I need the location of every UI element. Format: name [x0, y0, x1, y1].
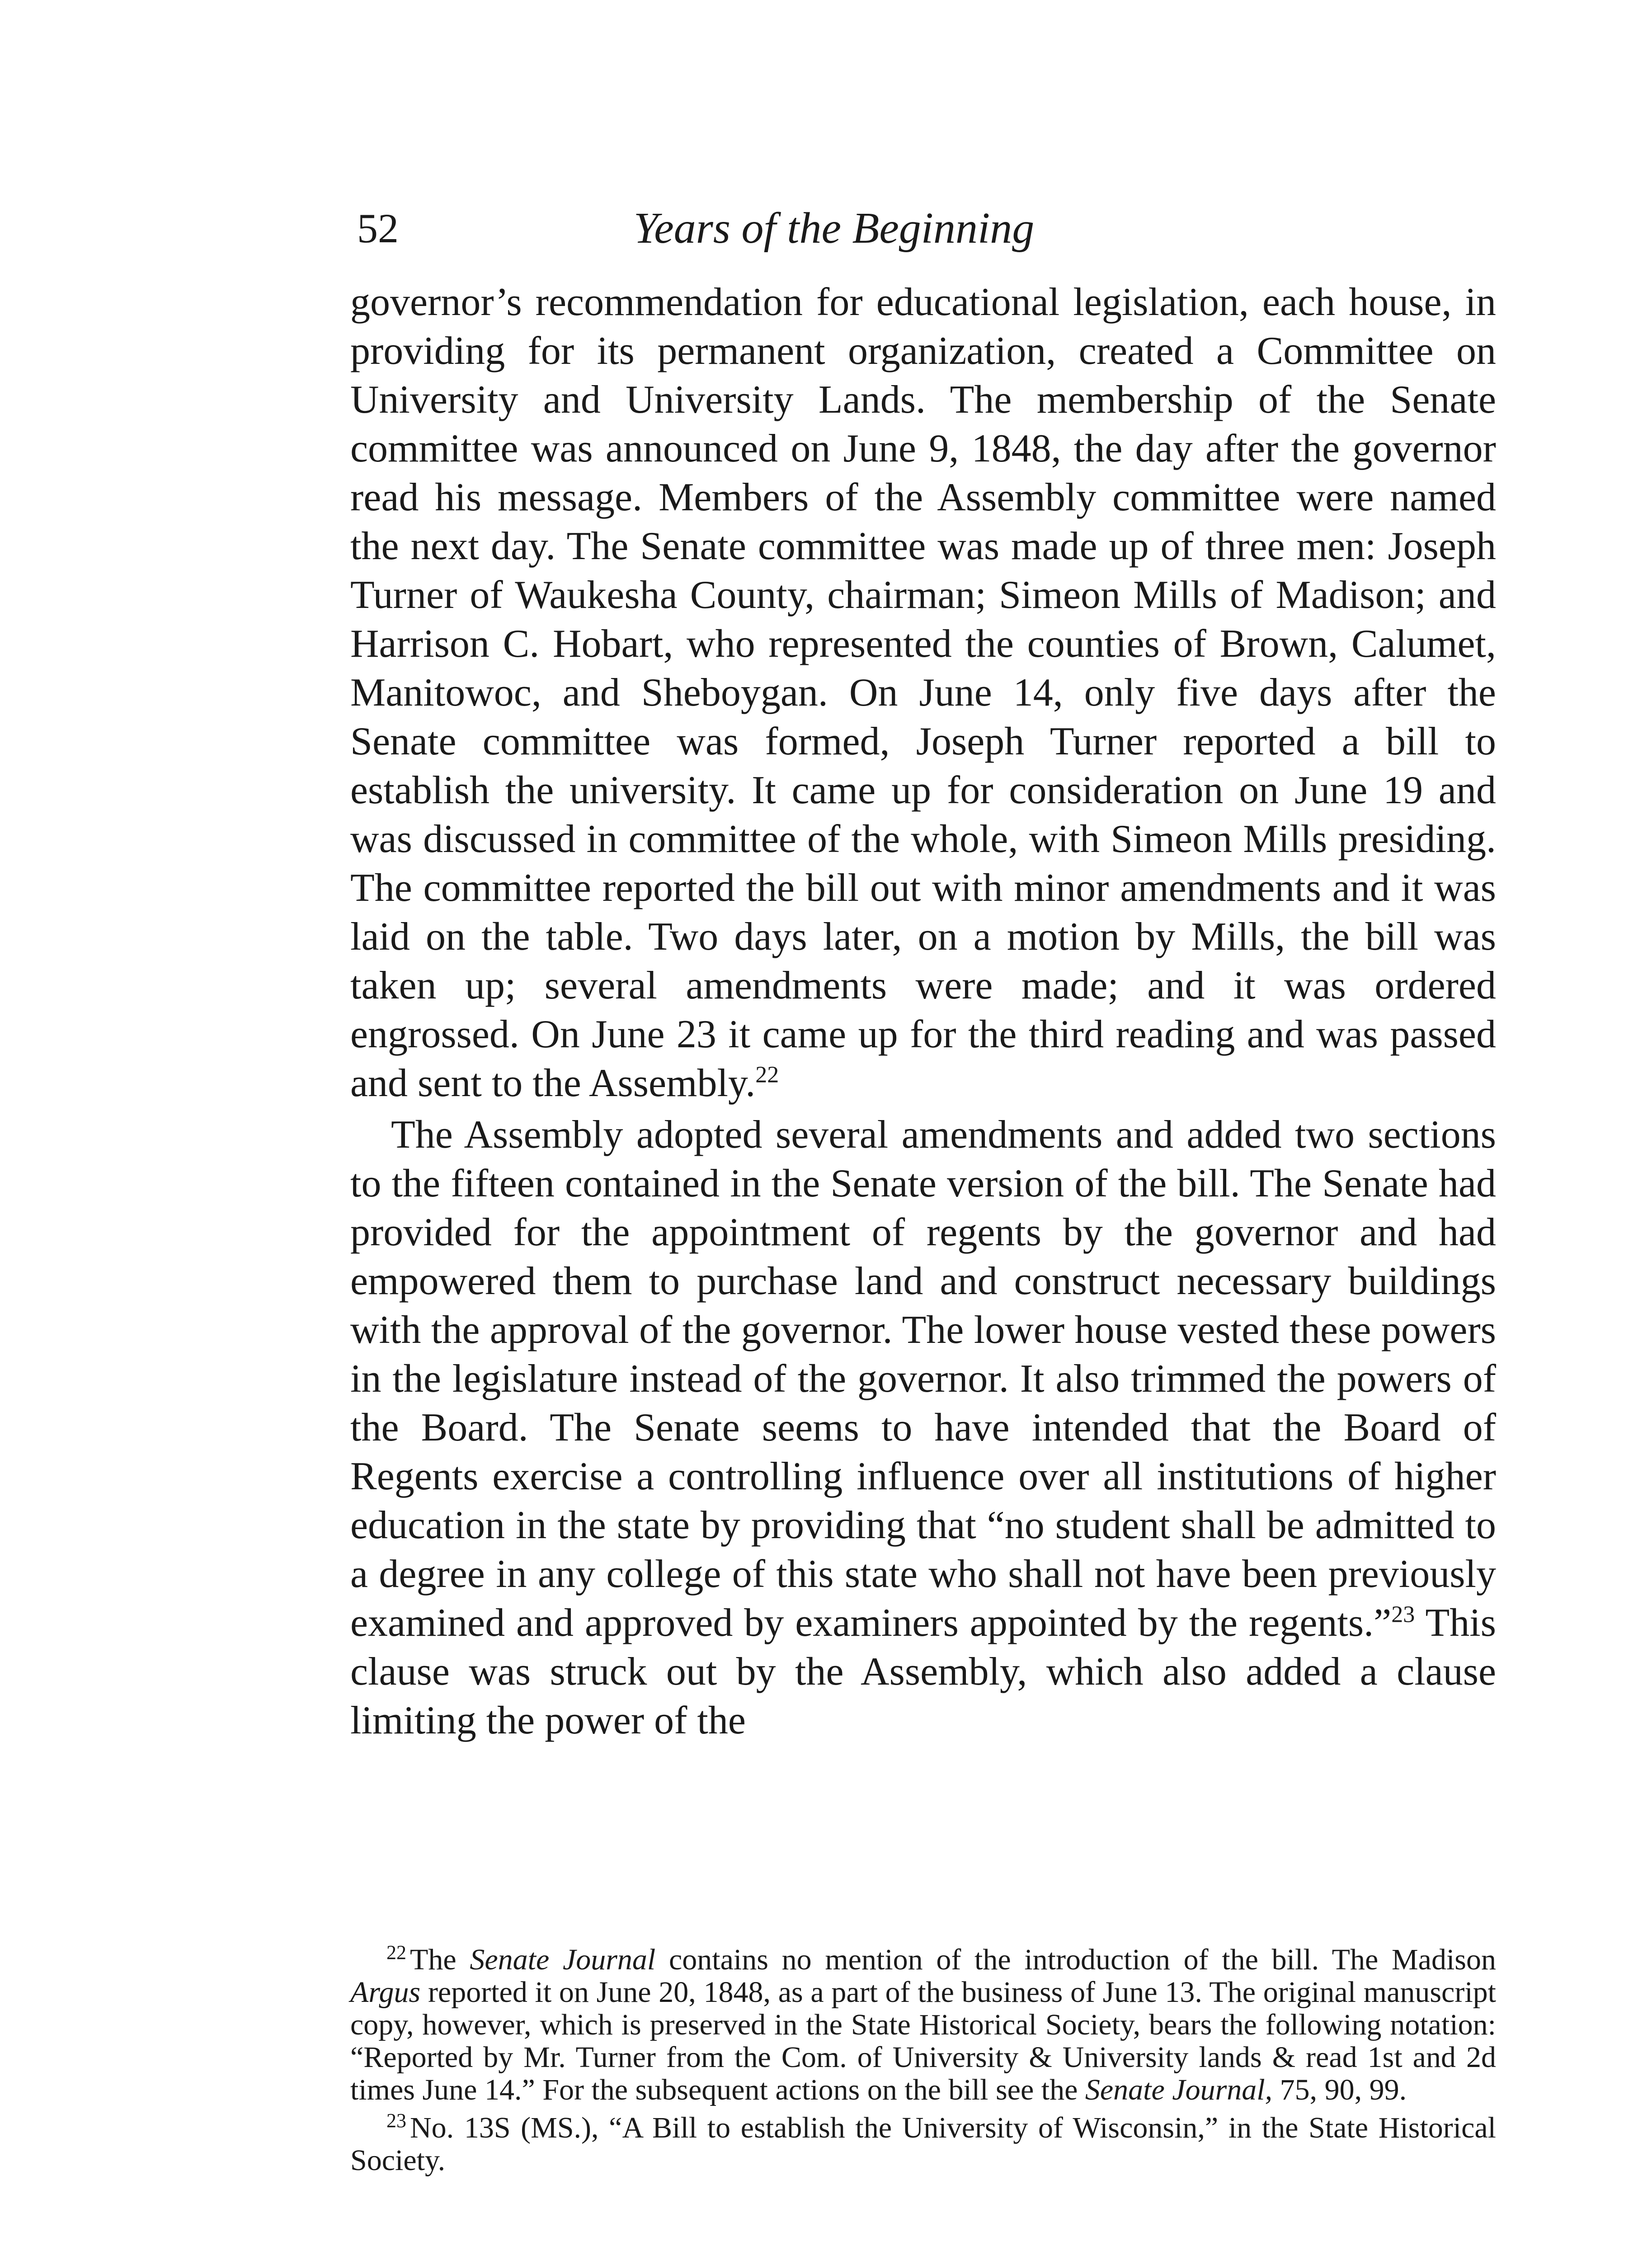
- footnote-italic: Argus: [350, 1976, 421, 2009]
- page-number: 52: [357, 205, 399, 251]
- footnote-22: [350, 1941, 1496, 2106]
- body-text: [350, 278, 1496, 1745]
- footnote-text: 75, 90, 99.: [1272, 2073, 1407, 2106]
- running-title: Years of the Beginning: [633, 204, 1035, 253]
- footnote-text: The: [410, 1943, 470, 1976]
- footnote-italic: Senate Journal: [470, 1943, 656, 1976]
- footnote-text: contains no mention of the introduction of the bill. The Madison: [655, 1943, 1496, 1976]
- paragraph-2-text-a: The Assembly adopted several amendments and added two sections to the fifteen contained in the Senate version of the bill. The Senate had provided for the appointment of regents by the governor and had empowered them to purchase land and construct necessary buildings with the approval of the governor. The lower house vested these powers in the legislature instead of the governor. It also trimmed the powers of the Board. The Senate seems to have intended that the Board of Regents exercise a controlling influence over all institutions of higher education in the state by providing that “no student shall be admitted to a degree in any college of this state who shall not have been previously examined and approved by examiners appointed by the regents.”: [350, 1113, 1496, 1645]
- footnote-ref-22: 22: [755, 1062, 779, 1088]
- running-head: [357, 199, 1171, 267]
- footnotes: [350, 1941, 1496, 2177]
- footnote-23: [350, 2109, 1496, 2177]
- paragraph-2: [350, 1111, 1496, 1745]
- paragraph-2-text-b: This clause was struck out by the Assembly, which also added a clause limiting the power of the: [350, 1601, 1496, 1742]
- footnote-ref-23: 23: [1391, 1601, 1415, 1628]
- footnote-text: No. 13S (MS.), “A Bill to establish the University of Wisconsin,” in the State Historical Society.: [350, 2111, 1496, 2177]
- paragraph-1-text: governor’s recommendation for educational legislation, each house, in providing for its permanent organization, created a Committee on University and University Lands. The membership of the Senate committee was announced on June 9, 1848, the day after the governor read his message. Members of the Assembly committee were named the next day. The Senate committee was made up of three men: Joseph Turner of Waukesha County, chairman; Simeon Mills of Madison; and Harrison C. Hobart, who represented the counties of Brown, Calumet, Manitowoc, and Sheboygan. On June 14, only five days after the Senate committee was formed, Joseph Turner reported a bill to establish the university. It came up for consideration on June 19 and was discussed in committee of the whole, with Simeon Mills presiding. The committee reported the bill out with minor amendments and it was laid on the table. Two days later, on a motion by Mills, the bill was taken up; several amendments were made; and it was ordered engrossed. On June 23 it came up for the third reading and was passed and sent to the Assembly.: [350, 280, 1496, 1105]
- footnote-mark: 22: [386, 1941, 406, 1963]
- footnote-text: reported it on June 20, 1848, as a part of the business of June 13. The original manuscript copy, however, which is preserved in the State Historical Society, bears the following notation: “Reported by Mr. Turner from the Com. of University & University lands & read 1st and 2d times June 14.” For the subsequent actions on the bill see the: [350, 1976, 1496, 2106]
- paragraph-1: [350, 278, 1496, 1108]
- footnote-italic: Senate Journal,: [1085, 2073, 1273, 2106]
- footnote-mark: 23: [386, 2109, 406, 2132]
